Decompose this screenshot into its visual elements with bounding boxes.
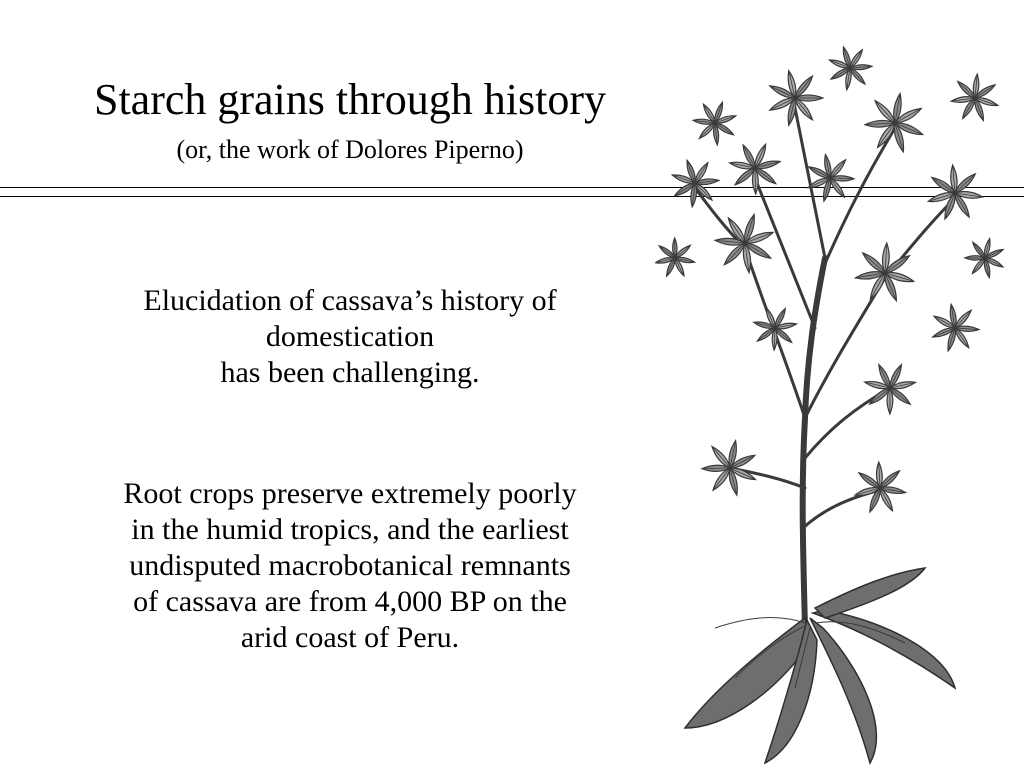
leaf-cluster bbox=[865, 365, 916, 414]
paragraph-line: Root crops preserve extremely poorly bbox=[123, 477, 577, 510]
leaf-cluster bbox=[855, 462, 906, 512]
cassava-plant-illustration-icon bbox=[655, 28, 1024, 768]
leaf-cluster bbox=[830, 47, 872, 90]
leaf-vein bbox=[699, 123, 715, 138]
paragraph-line: undisputed macrobotanical remnants bbox=[129, 549, 571, 582]
leaf-vein bbox=[724, 243, 745, 265]
leaf-cluster bbox=[730, 144, 781, 194]
slide-title: Starch grains through history bbox=[93, 75, 607, 124]
leaf-cluster bbox=[928, 165, 982, 219]
leaf-cluster bbox=[965, 239, 1003, 278]
leaf-cluster bbox=[693, 102, 736, 145]
leaf-cluster bbox=[951, 74, 998, 120]
paragraph-cassava-history bbox=[40, 283, 660, 391]
leaf-vein bbox=[863, 253, 885, 273]
leaf-vein bbox=[955, 310, 971, 328]
paragraph-line: has been challenging. bbox=[220, 356, 480, 389]
paragraph-root-crops bbox=[40, 476, 660, 656]
leaf-vein bbox=[955, 174, 975, 193]
paragraph-line: of cassava are from 4,000 BP on the bbox=[133, 585, 567, 618]
leaf-cluster bbox=[808, 154, 854, 201]
paragraph-line: domestication bbox=[265, 320, 435, 353]
leaf-vein bbox=[958, 81, 975, 98]
slide-subtitle: (or, the work of Dolores Piperno) bbox=[176, 135, 524, 164]
leaf-vein bbox=[875, 101, 895, 123]
paragraph-line: arid coast of Peru. bbox=[240, 621, 460, 654]
leaf-cluster bbox=[754, 308, 797, 350]
paragraph-line: Elucidation of cassava’s history of bbox=[143, 284, 557, 317]
leaf-cluster bbox=[672, 160, 718, 207]
leaf-vein bbox=[880, 471, 899, 488]
leaf-cluster bbox=[865, 93, 923, 151]
leaf-cluster bbox=[702, 441, 755, 496]
leaf-cluster bbox=[656, 238, 695, 276]
leaf-vein bbox=[850, 68, 865, 84]
paragraph-line: in the humid tropics, and the earliest bbox=[131, 513, 569, 546]
leaf-cluster bbox=[933, 304, 979, 351]
